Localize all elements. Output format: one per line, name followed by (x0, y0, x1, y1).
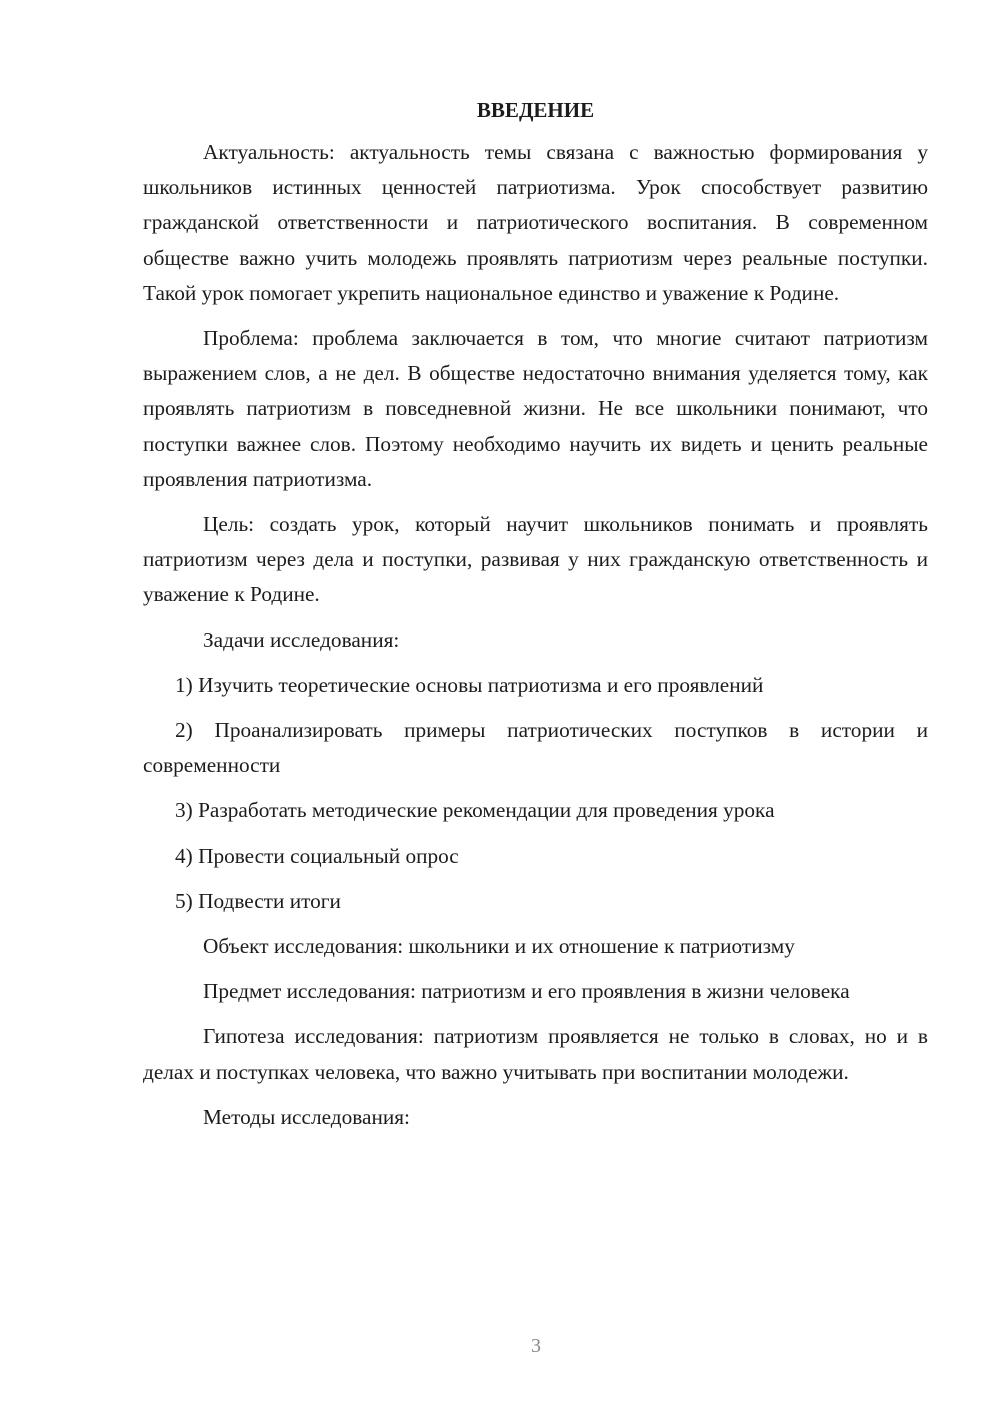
task-item: 1) Изучить теоретические основы патриотизма и его проявлений (175, 672, 764, 697)
task-item: 4) Провести социальный опрос (175, 843, 459, 868)
task-item: 2) Проанализировать примеры патриотических поступков в истории и современности (143, 718, 928, 778)
tasks-heading: Задачи исследования: (203, 627, 400, 652)
document-page (143, 94, 928, 1145)
problem-paragraph: Проблема: проблема заключается в том, что многие считают патриотизм выражением слов, а не дел. В обществе недостаточно внимания уделяется тому, как проявлять патриотизм в повседневной жизни. Не все школьники понимают, что поступки важнее слов. Поэтому необходимо научить их видеть и ценить реальные проявления патриотизма. (143, 326, 928, 491)
page-number: 3 (531, 1335, 541, 1357)
task-item: 3) Разработать методические рекомендации для проведения урока (175, 798, 775, 823)
subject-paragraph: Предмет исследования: патриотизм и его проявления в жизни человека (203, 979, 850, 1004)
goal-paragraph: Цель: создать урок, который научит школьников понимать и проявлять патриотизм через дела и поступки, развивая у них гражданскую ответственность и уважение к Родине. (143, 512, 928, 607)
object-paragraph: Объект исследования: школьники и их отношение к патриотизму (203, 934, 795, 959)
task-item: 5) Подвести итоги (175, 888, 341, 913)
hypothesis-paragraph: Гипотеза исследования: патриотизм проявляется не только в словах, но и в делах и поступках человека, что важно учитывать при воспитании молодежи. (143, 1024, 928, 1084)
methods-heading: Методы исследования: (203, 1104, 410, 1129)
section-title: ВВЕДЕНИЕ (476, 98, 595, 122)
relevance-paragraph: Актуальность: актуальность темы связана с важностью формирования у школьников истинных ценностей патриотизма. Урок способствует развитию гражданской ответственности и патриотического воспитания. В современном обществе важно учить молодежь проявлять патриотизм через реальные поступки. Такой урок помогает укрепить национальное единство и уважение к Родине. (143, 140, 928, 305)
